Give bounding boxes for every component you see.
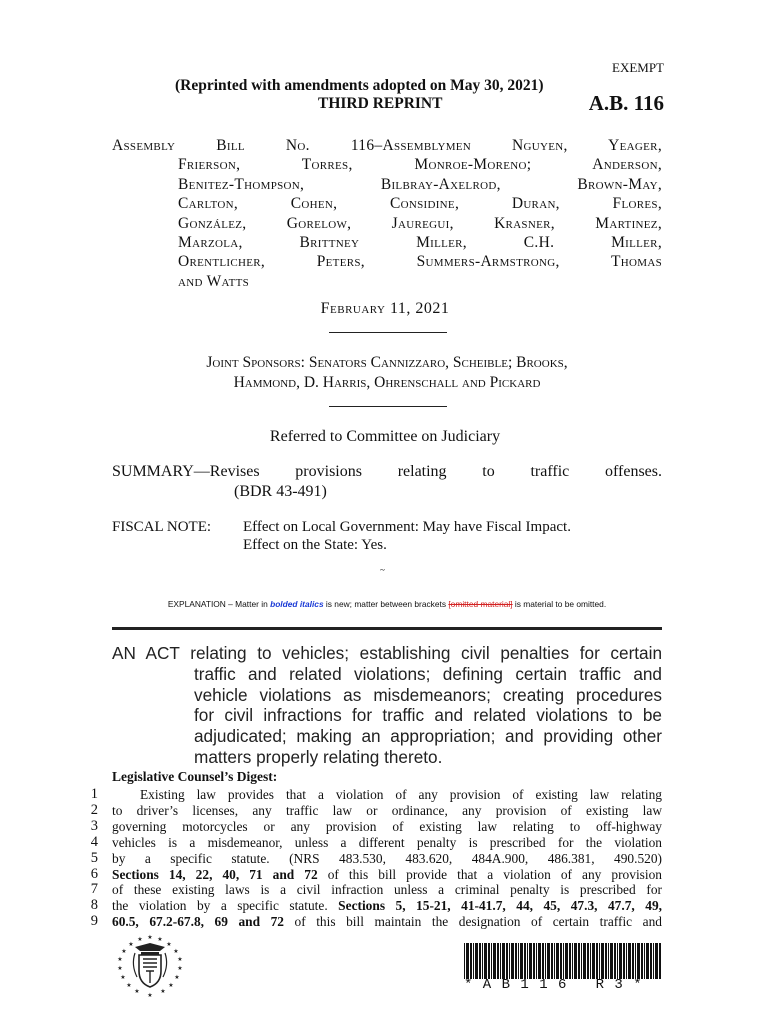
- svg-text:★: ★: [168, 982, 174, 989]
- explanation-suffix: is material to be omitted.: [512, 599, 607, 609]
- digest-line: Sections 14, 22, 40, 71 and 72 of this bill provide that a violation of any provision: [112, 866, 662, 882]
- svg-text:★: ★: [147, 934, 153, 941]
- sponsors-line: Assembly Bill No. 116–Assemblymen Nguyen, Yeager,: [112, 137, 662, 154]
- digest-body: [112, 787, 662, 930]
- sponsors-line: Orentlicher, Peters, Summers-Armstrong, Thomas: [178, 253, 662, 271]
- separator-tilde: ~: [380, 565, 385, 575]
- line-number: 5: [90, 849, 98, 866]
- line-number: 1: [90, 786, 98, 802]
- summary-word: relating: [397, 463, 447, 480]
- digest-line: Existing law provides that a violation of any provision of existing law relating: [140, 787, 662, 802]
- sponsors-line: Frierson, Torres, Monroe-Moreno; Anderson,: [178, 156, 662, 174]
- act-line: vehicle violations as misdemeanors; creating procedures: [194, 684, 662, 705]
- committee-referral: Referred to Committee on Judiciary: [269, 428, 501, 445]
- digest-line: to driver’s licenses, any traffic law or ordinance, any provision of existing law: [112, 802, 662, 818]
- line-number: 6: [90, 865, 98, 882]
- divider: [329, 332, 447, 333]
- line-number: 8: [90, 897, 98, 914]
- svg-text:★: ★: [128, 941, 134, 948]
- introduction-date: February 11, 2021: [320, 300, 450, 317]
- digest-title: Legislative Counsel’s Digest:: [112, 769, 278, 784]
- explanation-prefix: EXPLANATION – Matter in: [167, 599, 271, 609]
- act-line: adjudicated; making an appropriation; and providing other: [194, 726, 662, 747]
- svg-text:★: ★: [137, 936, 143, 943]
- act-title: [112, 643, 662, 768]
- section-reference: 60.5, 67.2-67.8, 69 and 72: [112, 914, 284, 930]
- section-reference: Sections 5, 15-21, 41-41.7, 44, 45, 47.3, 47.7, 49,: [338, 898, 662, 914]
- line-number: 4: [90, 833, 98, 850]
- explanation-note: [112, 599, 662, 609]
- digest-line: by a specific statute. (NRS 483.530, 483.620, 484A.900, 486.381, 490.520): [112, 850, 662, 866]
- fiscal-note: [112, 518, 571, 554]
- summary-word: traffic: [530, 463, 570, 480]
- exempt-label: EXEMPT: [612, 60, 664, 75]
- svg-text:★: ★: [173, 948, 179, 955]
- bill-number: A.B. 116: [588, 91, 664, 115]
- line-number: 9: [90, 913, 98, 930]
- svg-text:★: ★: [157, 936, 163, 943]
- joint-sponsors: [112, 353, 662, 393]
- svg-text:★: ★: [177, 956, 183, 963]
- digest-line: of these existing laws is a civil infraction unless a criminal penalty is prescribed for: [112, 882, 662, 898]
- section-reference: Sections 14, 22, 40, 71 and 72: [112, 866, 318, 882]
- svg-text:★: ★: [126, 982, 132, 989]
- svg-text:★: ★: [160, 988, 166, 995]
- fiscal-local: Effect on Local Government: May have Fiscal Impact.: [243, 519, 571, 535]
- fiscal-note-label: FISCAL NOTE:: [112, 519, 212, 535]
- act-line: traffic and related violations; defining certain traffic and: [194, 663, 662, 684]
- svg-text:★: ★: [117, 956, 123, 963]
- sponsors-line: and Watts: [178, 272, 250, 290]
- sponsors-line: Marzola, Brittney Miller, C.H. Miller,: [178, 234, 662, 252]
- explanation-omitted: [omitted material]: [448, 599, 513, 609]
- sponsors-line: Benitez-Thompson, Bilbray-Axelrod, Brown-May,: [178, 175, 662, 193]
- reprint-label: THIRD REPRINT: [318, 95, 443, 112]
- svg-text:★: ★: [134, 988, 140, 995]
- act-line: AN ACT relating to vehicles; establishing civil penalties for certain: [112, 643, 662, 663]
- svg-text:★: ★: [120, 974, 126, 981]
- line-numbers: [78, 787, 98, 930]
- joint-sponsors-line: Joint Sponsors: Senators Cannizzaro, Scheible; Brooks,: [206, 354, 568, 371]
- svg-text:★: ★: [147, 992, 153, 999]
- barcode-icon: [464, 943, 662, 979]
- fiscal-state: Effect on the State: Yes.: [243, 537, 387, 553]
- sponsors-line: Carlton, Cohen, Considine, Duran, Flores,: [178, 195, 662, 213]
- svg-text:★: ★: [121, 948, 127, 955]
- digest-line: the violation by a specific statute. Sections 5, 15-21, 41-41.7, 44, 45, 47.3, 47.7, 49,: [112, 898, 662, 914]
- sponsors-line: González, Gorelow, Jauregui, Krasner, Martinez,: [178, 214, 662, 232]
- act-line: matters properly relating thereto.: [194, 746, 443, 767]
- explanation-middle: is new; matter between brackets: [323, 599, 449, 609]
- explanation-new-matter: bolded italics: [270, 599, 324, 609]
- line-number: 2: [90, 801, 98, 818]
- summary-word: to: [482, 463, 495, 480]
- barcode-label: * A B 1 1 6 R 3 *: [464, 977, 643, 993]
- section-rule: [112, 627, 662, 630]
- joint-sponsors-line: Hammond, D. Harris, Ohrenschall and Pickard: [233, 374, 541, 391]
- nevada-seal-icon: [113, 933, 187, 999]
- line-number: 3: [90, 817, 98, 834]
- reprint-note: (Reprinted with amendments adopted on May 30, 2021): [175, 77, 544, 94]
- act-line: for civil infractions for traffic and related violations to be: [194, 705, 662, 726]
- summary-word: provisions: [295, 463, 362, 480]
- digest-line: governing motorcycles or any provision of existing law relating to off-highway: [112, 818, 662, 834]
- line-number: 7: [90, 881, 98, 898]
- svg-text:★: ★: [177, 965, 183, 972]
- svg-text:★: ★: [166, 941, 172, 948]
- divider: [329, 406, 447, 407]
- digest-line: 60.5, 67.2-67.8, 69 and 72 of this bill maintain the designation of certain traffic and: [112, 914, 662, 930]
- bdr-number: (BDR 43-491): [234, 483, 327, 500]
- digest-line: vehicles is a misdemeanor, unless a different penalty is prescribed for the violation: [112, 834, 662, 850]
- summary: [112, 463, 662, 501]
- svg-text:★: ★: [117, 965, 123, 972]
- svg-text:★: ★: [174, 974, 180, 981]
- summary-word: offenses.: [604, 463, 662, 480]
- sponsors-block: [112, 136, 662, 291]
- summary-label: SUMMARY—Revises: [112, 463, 260, 480]
